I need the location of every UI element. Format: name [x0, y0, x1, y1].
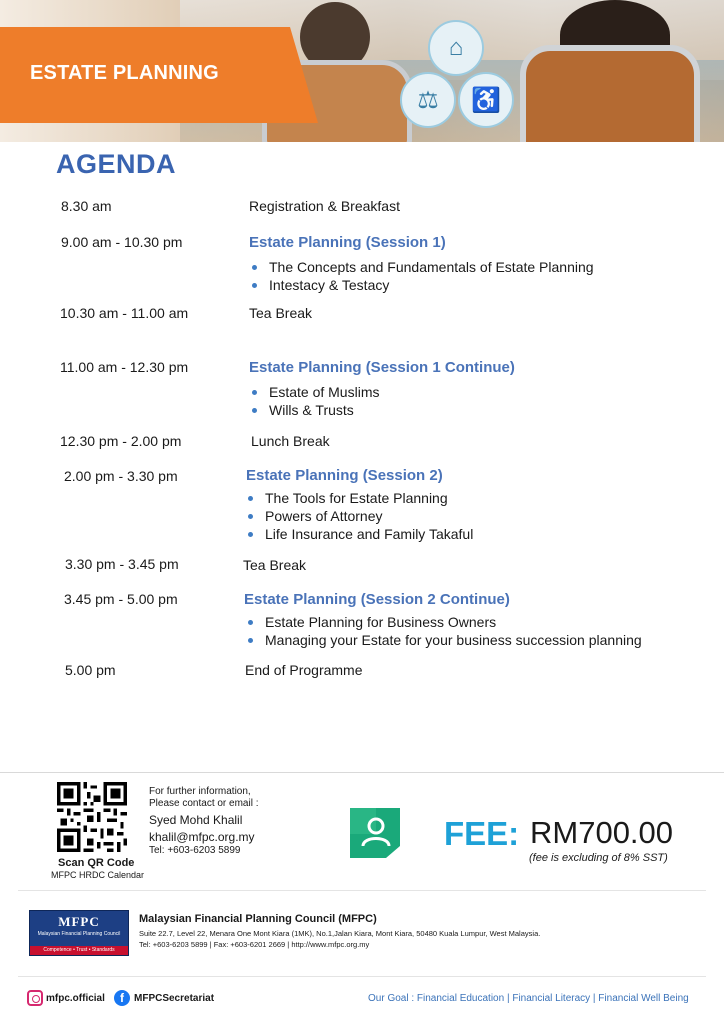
contact-intro: For further information, Please contact or email : [149, 786, 259, 809]
instagram-link[interactable] [27, 990, 105, 1006]
banner-title: ESTATE PLANNING [30, 62, 219, 84]
qr-code[interactable] [57, 782, 127, 852]
agenda-session-title: Estate Planning (Session 2) [246, 467, 443, 484]
organization-address: Suite 22.7, Level 22, Menara One Mont Kiara (1MK), No.1,Jalan Kiara, Mont Kiara, 50480 Kuala Lumpur, West Malaysia. [139, 929, 541, 938]
list-item: The Concepts and Fundamentals of Estate Planning [249, 258, 594, 276]
footer-divider [18, 890, 706, 891]
footer-divider [0, 772, 724, 773]
agenda-session-title: Estate Planning (Session 1 Continue) [249, 359, 515, 376]
agenda-time: 3.45 pm - 5.00 pm [64, 591, 178, 607]
agenda-desc: Registration & Breakfast [249, 198, 400, 214]
agenda-time: 3.30 pm - 3.45 pm [65, 556, 179, 572]
facebook-link[interactable] [114, 990, 214, 1006]
agenda-desc: Tea Break [249, 305, 313, 321]
agenda-time: 9.00 am - 10.30 pm [61, 234, 183, 250]
banner-chair-right [520, 45, 700, 142]
fee-note: (fee is excluding of 8% SST) [529, 852, 668, 864]
agenda-session-title: Estate Planning (Session 1) [249, 234, 446, 251]
footer-divider [18, 976, 706, 977]
fee-amount: RM700.00 [530, 815, 674, 850]
agenda-desc: End of Programme [245, 662, 363, 678]
agenda-bullet-list [245, 489, 473, 543]
instagram-handle: mfpc.official [46, 992, 105, 1004]
agenda-time: 8.30 am [61, 198, 112, 214]
qr-sublabel: MFPC HRDC Calendar [51, 870, 145, 880]
instagram-icon [27, 990, 43, 1006]
organization-contact-line: Tel: +603-6203 5899 | Fax: +603-6201 2669 | http://www.mfpc.org.my [139, 940, 370, 949]
list-item: Intestacy & Testacy [249, 276, 594, 294]
goal-statement: Our Goal : Financial Education | Financial Literacy | Financial Well Being [368, 993, 689, 1004]
agenda-time: 11.00 am - 12.30 pm [60, 359, 189, 375]
elderly-care-icon: ♿ [458, 72, 514, 128]
organization-name: Malaysian Financial Planning Council (MFPC) [139, 913, 377, 925]
list-item: Managing your Estate for your business succession planning [245, 631, 642, 649]
agenda-bullet-list [249, 383, 379, 419]
list-item: Powers of Attorney [245, 507, 473, 525]
house-hand-icon: ⌂ [428, 20, 484, 76]
list-item: Wills & Trusts [249, 401, 379, 419]
mfpc-logo [29, 910, 129, 956]
facebook-icon: f [114, 990, 130, 1006]
agenda-bullet-list [245, 613, 642, 649]
fee-label: FEE: [444, 815, 520, 852]
qr-label: Scan QR Code [58, 857, 135, 869]
agenda-time: 2.00 pm - 3.30 pm [64, 468, 178, 484]
agenda-bullet-list [249, 258, 594, 294]
list-item: Estate Planning for Business Owners [245, 613, 642, 631]
header-banner [0, 0, 724, 142]
agenda-title: AGENDA [56, 149, 177, 179]
mfpc-logo-tagline: Competence • Trust • Standards [30, 946, 128, 955]
agenda-session-title: Estate Planning (Session 2 Continue) [244, 591, 510, 608]
list-item: The Tools for Estate Planning [245, 489, 473, 507]
facebook-handle: MFPCSecretariat [134, 992, 215, 1004]
agenda-time: 12.30 pm - 2.00 pm [60, 433, 182, 449]
contact-name: Syed Mohd Khalil [149, 813, 243, 827]
justice-scale-icon: ⚖ [400, 72, 456, 128]
agenda-desc: Tea Break [243, 557, 307, 573]
contact-email-link[interactable]: khalil@mfpc.org.my [149, 830, 255, 844]
list-item: Estate of Muslims [249, 383, 379, 401]
agenda-time: 10.30 am - 11.00 am [60, 305, 189, 321]
contact-phone: Tel: +603-6203 5899 [149, 845, 241, 856]
agenda-desc: Lunch Break [251, 433, 330, 449]
mfpc-logo-text: MFPC [58, 914, 100, 929]
user-badge-icon [346, 806, 404, 860]
list-item: Life Insurance and Family Takaful [245, 525, 473, 543]
mfpc-logo-subtitle: Malaysian Financial Planning Council [37, 931, 121, 937]
agenda-time: 5.00 pm [65, 662, 116, 678]
